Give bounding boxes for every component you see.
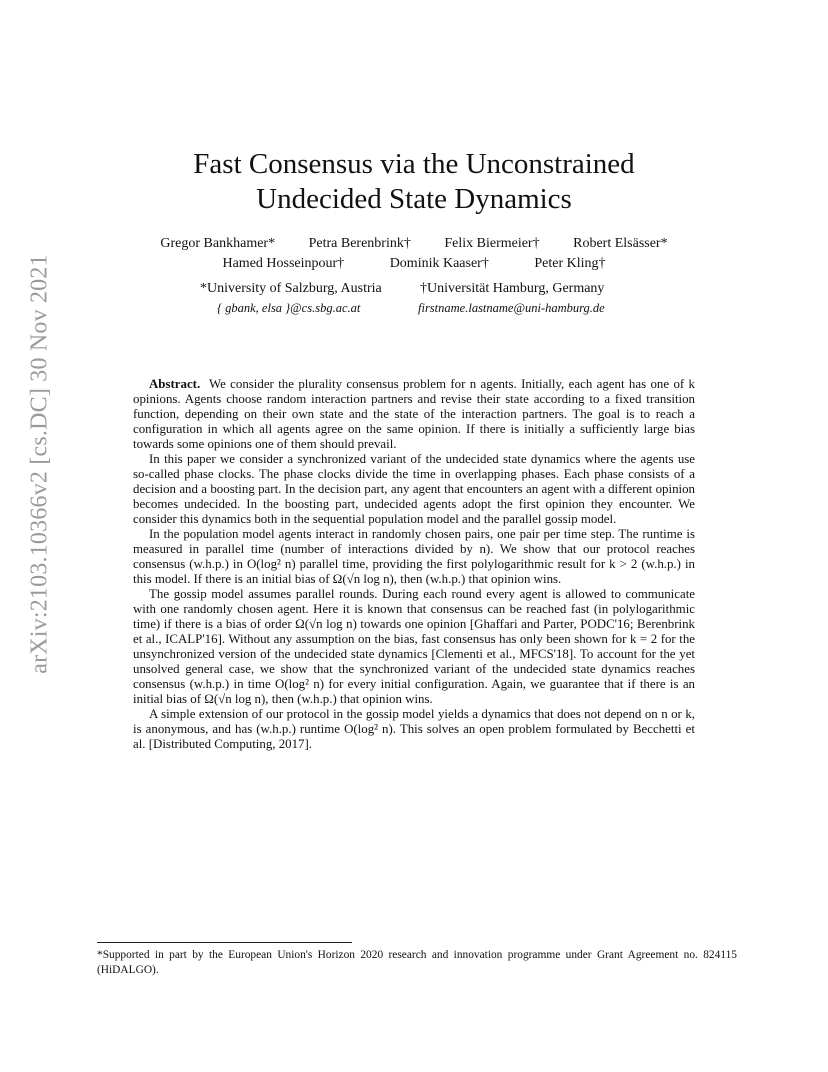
email-hamburg: firstname.lastname@uni-hamburg.de (418, 301, 605, 315)
email-salzburg: { gbank, elsa }@cs.sbg.ac.at (217, 301, 361, 315)
affiliation-hamburg: †Universität Hamburg, Germany (420, 281, 605, 296)
authors-row-1 (0, 236, 828, 252)
abstract-paragraph: A simple extension of our protocol in the gossip model yields a dynamics that does not depend on n or k, is anonymous, and has (w.h.p.) runtime O(log² n). This solves an open problem formulated by Becchetti et al. [Distributed Computing, 2017]. (133, 707, 695, 751)
author-name: Peter Kling† (534, 256, 606, 271)
abstract-section (133, 377, 695, 752)
abstract-label: Abstract. (149, 377, 201, 391)
footnote-text: *Supported in part by the European Union's Horizon 2020 research and innovation programme under Grant Agreement no. 824115 (HiDALGO). (97, 949, 737, 976)
arxiv-identifier-stamp (26, 254, 54, 674)
abstract-paragraph: The gossip model assumes parallel rounds. During each round every agent is allowed to communicate with one randomly chosen agent. Here it is known that consensus can be reached fast (in polylogarithmic time) if there is a bias of order Ω(√n log n) towards one opinion [Ghaffari and Parter, PODC'16; Berenbrink et al., ICALP'16]. Without any assumption on the bias, fast consensus has only been shown for k = 2 for the unsynchronized version of the undecided state dynamics [Clementi et al., MFCS'18]. To account for the yet unsolved general case, we show that the synchronized variant of the undecided state dynamics reaches consensus (w.h.p.) in time O(log² n) for every initial configuration. Again, we guarantee that if there is an initial bias of Ω(√n log n), then (w.h.p.) that opinion wins. (133, 587, 695, 706)
author-name: Robert Elsässer* (573, 236, 668, 251)
author-name: Felix Biermeier† (444, 236, 540, 251)
affiliation-salzburg: *University of Salzburg, Austria (200, 281, 382, 296)
footnote-rule (97, 942, 352, 943)
author-name: Gregor Bankhamer* (160, 236, 276, 251)
arxiv-id-text: arXiv:2103.10366v2 [cs.DC] 30 Nov 2021 (26, 254, 53, 674)
abstract-paragraph: In the population model agents interact in randomly chosen pairs, one pair per time step. The runtime is measured in parallel time (number of interactions divided by n). We show that our protocol reaches consensus (w.h.p.) in O(log² n) parallel time, providing the first polylogarithmic result for k > 2 (w.h.p.) in this model. If there is an initial bias of Ω(√n log n), then (w.h.p.) that opinion wins. (133, 527, 695, 586)
authors-row-2 (0, 256, 828, 272)
author-name: Petra Berenbrink† (308, 236, 411, 251)
paper-title-line-1: Fast Consensus via the Unconstrained (193, 148, 635, 180)
abstract-paragraph-text: We consider the plurality consensus problem for n agents. Initially, each agent has one of k opinions. Agents choose random interaction partners and revise their state according to a fixed transition function, depending on their own state and the state of the interaction partners. The goal is to reach a configuration in which all agents agree on the same opinion. If there is initially a sufficiently large bias towards some opinions one of them should prevail. (133, 377, 695, 451)
author-name: Dominik Kaaser† (389, 256, 489, 271)
footnote (97, 948, 737, 978)
author-name: Hamed Hosseinpour† (222, 256, 345, 271)
abstract-paragraph (133, 377, 695, 452)
paper-title-line-2: Undecided State Dynamics (256, 183, 572, 215)
abstract-paragraph: In this paper we consider a synchronized variant of the undecided state dynamics where the agents use so-called phase clocks. The phase clocks divide the time in overlapping phases. Each phase consists of a decision and a boosting part. In the decision part, any agent that encounters an agent with a different opinion becomes undecided. In the boosting part, undecided agents adopt the first opinion they encounter. We consider this dynamics both in the sequential population model and the parallel gossip model. (133, 452, 695, 526)
